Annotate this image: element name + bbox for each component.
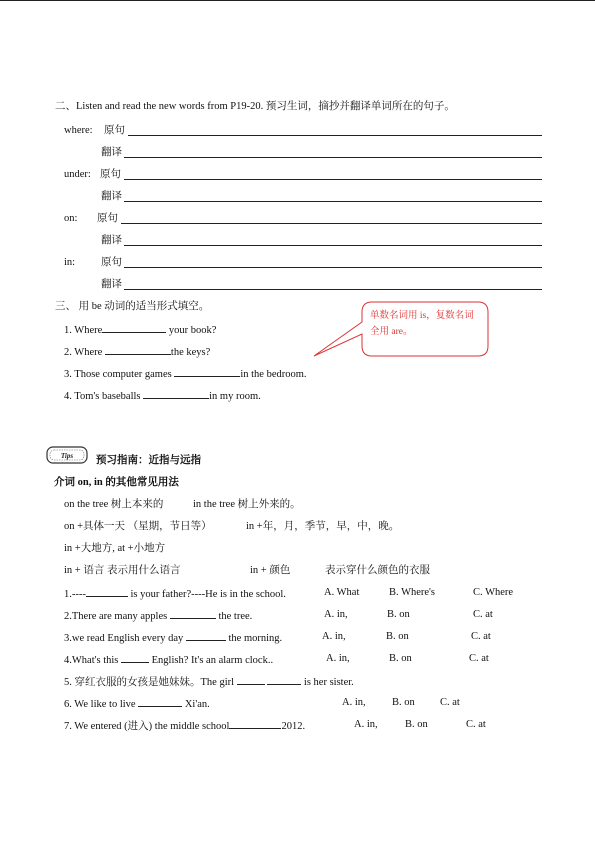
fill-item-text: 3. Those computer games bbox=[64, 369, 175, 380]
section3-heading: 三、 用 be 动词的适当形式填空。 bbox=[55, 301, 210, 312]
word-where: where: bbox=[64, 125, 93, 136]
translation-label: 翻译 bbox=[101, 235, 122, 246]
translation-label: 翻译 bbox=[101, 191, 122, 202]
option-a[interactable]: A. in, bbox=[324, 609, 348, 620]
exercise-stem: is your father?----He is in the school. bbox=[127, 589, 286, 600]
fill-item-text: in my room. bbox=[209, 391, 261, 402]
tips-line: in +年，月，季节，早，中，晚。 bbox=[246, 521, 400, 532]
exercise-7 bbox=[64, 718, 305, 733]
option-b[interactable]: B. on bbox=[387, 609, 410, 620]
option-b[interactable]: B. on bbox=[405, 719, 428, 730]
option-a[interactable]: A. in, bbox=[342, 697, 366, 708]
original-label: 原句 bbox=[97, 213, 118, 224]
option-a[interactable]: A. What bbox=[324, 587, 360, 598]
option-c[interactable]: C. Where bbox=[473, 587, 514, 598]
exercise-stem: is her sister. bbox=[301, 677, 354, 688]
option-c[interactable]: C. at bbox=[469, 653, 489, 664]
exercise-stem: 2012. bbox=[281, 721, 306, 732]
tips-line: in + 语言 表示用什么语言 bbox=[64, 565, 181, 576]
fill-blank[interactable] bbox=[267, 674, 301, 685]
fill-blank[interactable] bbox=[170, 608, 216, 619]
exercise-5 bbox=[64, 674, 354, 689]
fill-item-text: in the bedroom. bbox=[240, 369, 307, 380]
fill-blank[interactable] bbox=[121, 652, 149, 663]
option-b[interactable]: B. on bbox=[392, 697, 415, 708]
original-label: 原句 bbox=[104, 125, 125, 136]
option-a[interactable]: A. in, bbox=[326, 653, 350, 664]
fill-item-text: 2. Where bbox=[64, 347, 105, 358]
tips-line: in the tree 树上外来的。 bbox=[193, 499, 301, 510]
tips-line: 表示穿什么颜色的衣服 bbox=[325, 565, 430, 576]
option-c[interactable]: C. at bbox=[471, 631, 491, 642]
tips-line: in + 颜色 bbox=[250, 565, 291, 576]
translation-label: 翻译 bbox=[101, 147, 122, 158]
fill-blank[interactable] bbox=[229, 718, 281, 729]
word-in: in: bbox=[64, 257, 76, 268]
original-label: 原句 bbox=[100, 169, 121, 180]
option-a[interactable]: A. in, bbox=[354, 719, 378, 730]
fill-blank[interactable] bbox=[186, 630, 226, 641]
fill-item-text: 1. Where bbox=[64, 325, 103, 336]
option-c[interactable]: C. at bbox=[466, 719, 486, 730]
callout-text: 单数名词用 is，复数名词全用 are。 bbox=[370, 311, 474, 337]
exercise-4 bbox=[64, 652, 273, 667]
option-c[interactable]: C. at bbox=[473, 609, 493, 620]
fill-item-text: the keys? bbox=[170, 347, 211, 358]
tips-line: on the tree 树上本来的 bbox=[64, 499, 164, 510]
section2-heading: 二、Listen and read the new words from P19-20. 预习生词，摘抄并翻译单词所在的句子。 bbox=[55, 101, 455, 112]
exercise-6 bbox=[64, 696, 210, 711]
tips-title: 预习指南：近指与远指 bbox=[96, 455, 201, 466]
exercise-1 bbox=[64, 586, 286, 601]
tips-icon bbox=[46, 445, 88, 465]
exercise-stem: 3.we read English every day bbox=[64, 633, 186, 644]
tips-line: on +具体一天 （星期，节日等） bbox=[64, 521, 212, 532]
fill-blank[interactable] bbox=[138, 696, 182, 707]
exercise-stem: 1.---- bbox=[64, 589, 86, 600]
option-b[interactable]: B. on bbox=[389, 653, 412, 664]
original-label: 原句 bbox=[101, 257, 122, 268]
tips-icon-label: Tips bbox=[60, 452, 74, 460]
word-under: under: bbox=[64, 169, 91, 180]
exercise-stem: 2.There are many apples bbox=[64, 611, 170, 622]
tips-line: in +大地方, at +小地方 bbox=[64, 543, 166, 554]
fill-item-text: your book? bbox=[166, 325, 217, 336]
tips-subtitle: 介词 on, in 的其他常见用法 bbox=[54, 477, 179, 488]
fill-item-text: 4. Tom's baseballs bbox=[64, 391, 144, 402]
fill-blank[interactable] bbox=[86, 586, 128, 597]
exercise-stem: the morning. bbox=[225, 633, 283, 644]
exercise-2 bbox=[64, 608, 252, 623]
exercise-stem: Xi'an. bbox=[182, 699, 210, 710]
exercise-3 bbox=[64, 630, 282, 645]
exercise-stem: 5. 穿红衣服的女孩是她妹妹。The girl bbox=[64, 677, 237, 688]
exercise-stem: English? It's an alarm clock.. bbox=[149, 655, 274, 666]
fill-blank[interactable] bbox=[237, 674, 265, 685]
exercise-stem: the tree. bbox=[215, 611, 253, 622]
word-on: on: bbox=[64, 213, 78, 224]
option-c[interactable]: C. at bbox=[440, 697, 460, 708]
exercise-stem: 6. We like to live bbox=[64, 699, 139, 710]
option-b[interactable]: B. Where's bbox=[389, 587, 436, 598]
option-a[interactable]: A. in, bbox=[322, 631, 346, 642]
exercise-stem: 7. We entered (进入) the middle school bbox=[64, 721, 230, 732]
exercise-stem: 4.What's this bbox=[64, 655, 122, 666]
option-b[interactable]: B. on bbox=[386, 631, 409, 642]
translation-label: 翻译 bbox=[101, 279, 122, 290]
